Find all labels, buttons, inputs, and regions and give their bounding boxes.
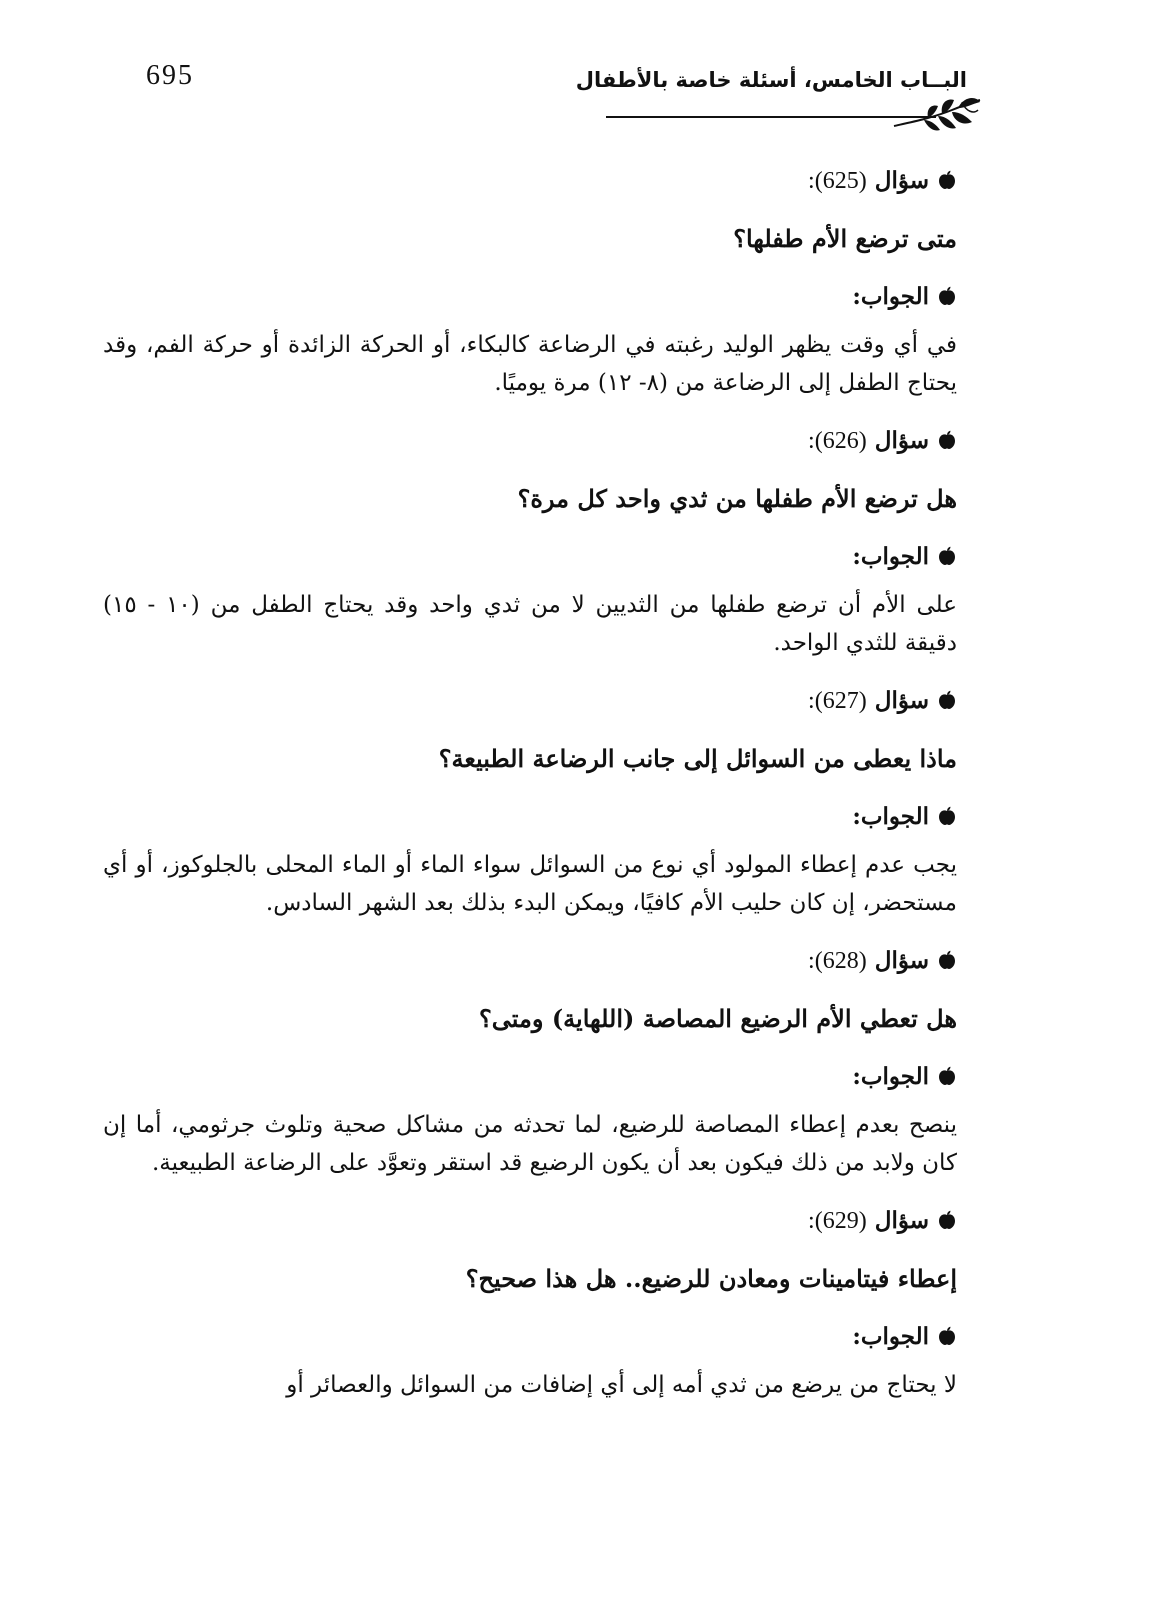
apple-bullet-icon <box>937 286 957 306</box>
question-header <box>147 1192 957 1250</box>
answer-label: الجواب: <box>852 543 929 570</box>
answer-header <box>147 1308 957 1366</box>
question-header <box>147 932 957 990</box>
apple-bullet-icon <box>937 430 957 450</box>
qa-entry <box>103 152 957 402</box>
apple-bullet-icon <box>937 1066 957 1086</box>
question-header <box>147 672 957 730</box>
question-text: متى ترضع الأم طفلها؟ <box>733 224 957 253</box>
answer-header <box>147 788 957 846</box>
question-label: سؤال <box>874 687 929 714</box>
apple-bullet-icon <box>937 950 957 970</box>
question-number: (625): <box>808 168 867 194</box>
answer-text: على الأم أن ترضع طفلها من الثديين لا من ثدي واحد وقد يحتاج الطفل من (١٠ - ١٥) دقيقة للثدي الواحد. <box>103 592 957 656</box>
answer-header <box>147 528 957 586</box>
answer-text: في أي وقت يظهر الوليد رغبته في الرضاعة كالبكاء، أو الحركة الزائدة أو حركة الفم، وقد يحتاج الطفل إلى الرضاعة من (٨- ١٢) مرة يوميًا. <box>103 332 957 396</box>
apple-bullet-icon <box>937 1210 957 1230</box>
answer-label: الجواب: <box>852 803 929 830</box>
question-number: (629): <box>808 1208 867 1234</box>
running-head: البــاب الخامس، أسئلة خاصة بالأطفال <box>575 68 967 92</box>
question-label: سؤال <box>874 167 929 194</box>
leaf-ornament-icon <box>892 96 982 138</box>
apple-bullet-icon <box>937 806 957 826</box>
qa-entry <box>103 672 957 922</box>
answer-label: الجواب: <box>852 1063 929 1090</box>
qa-entry <box>103 412 957 662</box>
question-text: هل ترضع الأم طفلها من ثدي واحد كل مرة؟ <box>517 484 957 513</box>
question-number: (627): <box>808 688 867 714</box>
question-text: ماذا يعطى من السوائل إلى جانب الرضاعة الطبيعة؟ <box>438 744 957 773</box>
answer-label: الجواب: <box>852 1323 929 1350</box>
answer-header <box>147 268 957 326</box>
apple-bullet-icon <box>937 546 957 566</box>
question-header <box>147 152 957 210</box>
answer-text: يجب عدم إعطاء المولود أي نوع من السوائل سواء الماء أو الماء المحلى بالجلوكوز، أو أي مستحضر، إن كان حليب الأم كافيًا، ويمكن البدء بذلك بعد الشهر السادس. <box>103 852 957 916</box>
question-text: هل تعطي الأم الرضيع المصاصة (اللهاية) ومتى؟ <box>479 1004 957 1033</box>
apple-bullet-icon <box>937 690 957 710</box>
header-rule <box>606 116 936 118</box>
page-number: 695 <box>146 60 194 91</box>
answer-header <box>147 1048 957 1106</box>
answer-text: لا يحتاج من يرضع من ثدي أمه إلى أي إضافات من السوائل والعصائر أو <box>286 1372 957 1398</box>
question-label: سؤال <box>874 1207 929 1234</box>
answer-text: ينصح بعدم إعطاء المصاصة للرضيع، لما تحدثه من مشاكل صحية وتلوث جرثومي، أما إن كان ولابد من ذلك فيكون بعد أن يكون الرضيع قد استقر وتعوَّد على الرضاعة الطبيعية. <box>103 1112 957 1176</box>
qa-entry <box>147 1192 957 1404</box>
question-text: إعطاء فيتامينات ومعادن للرضيع.. هل هذا صحيح؟ <box>465 1264 957 1293</box>
qa-entry <box>103 932 957 1182</box>
question-header <box>147 412 957 470</box>
answer-label: الجواب: <box>852 283 929 310</box>
apple-bullet-icon <box>937 1326 957 1346</box>
question-label: سؤال <box>874 427 929 454</box>
qa-content <box>103 152 957 1414</box>
question-label: سؤال <box>874 947 929 974</box>
question-number: (628): <box>808 948 867 974</box>
apple-bullet-icon <box>937 170 957 190</box>
question-number: (626): <box>808 428 867 454</box>
